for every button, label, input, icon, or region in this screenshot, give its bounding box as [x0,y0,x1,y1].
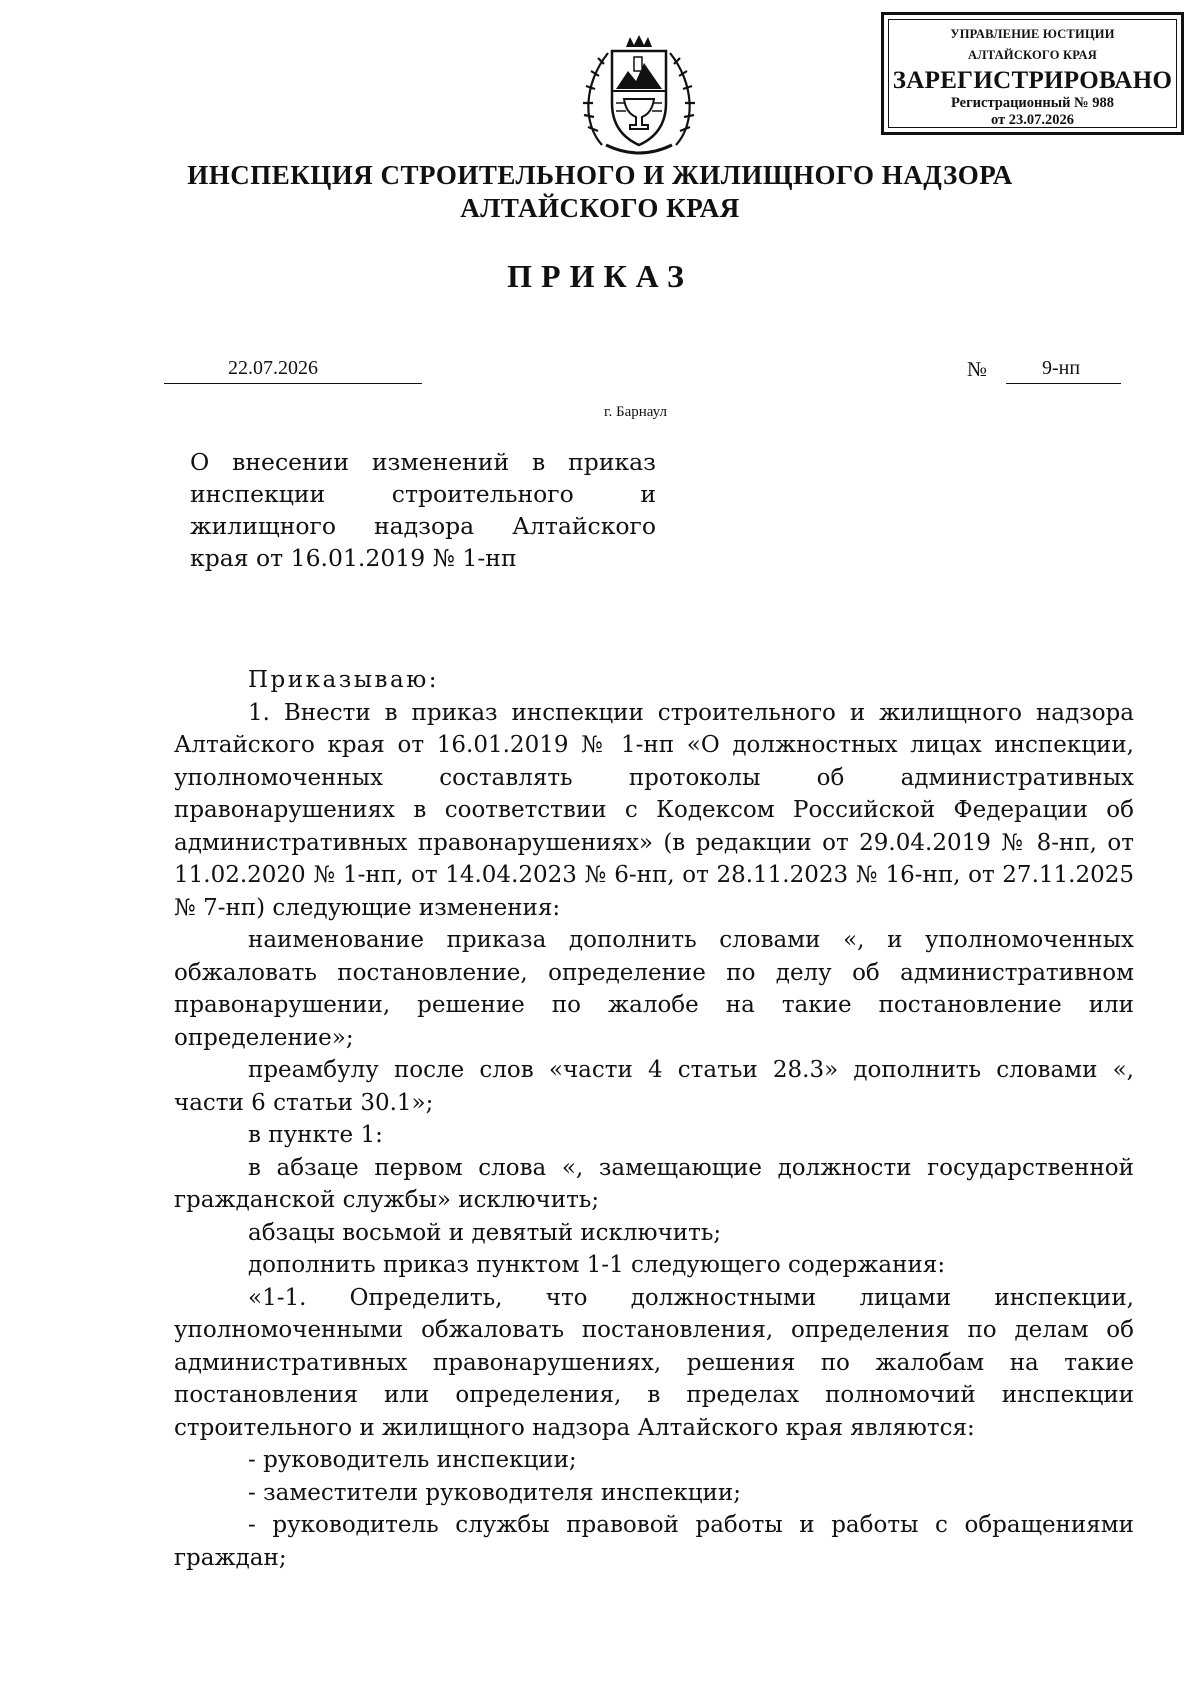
altai-krai-coat-of-arms-icon [578,33,700,161]
body-paragraph: абзацы восьмой и девятый исключить; [248,1219,722,1246]
body-paragraph: «1-1. Определить, что должностными лицами инспекции, уполномоченными обжаловать постановления, определения по делам об административных правонарушениях, решения по жалобам на такие постановления или определения, в пределах полномочий инспекции строительного и жилищного надзора Алтайского края являются: [174,1284,1134,1441]
registration-stamp-frame [888,19,1177,128]
agency-name-line1: ИНСПЕКЦИЯ СТРОИТЕЛЬНОГО И ЖИЛИЩНОГО НАДЗОРА [187,160,1013,190]
body-paragraph: - заместители руководителя инспекции; [248,1479,741,1506]
stamp-org-line1: УПРАВЛЕНИЕ ЮСТИЦИИ [950,27,1115,41]
order-date: 22.07.2026 [228,357,318,379]
document-type-title: ПРИКАЗ [507,258,693,294]
body-paragraph: наименование приказа дополнить словами «, и уполномоченных обжаловать постановление, определение по делу об административном правонарушении, решение по жалобе на такие постановление или определение»; [174,927,1134,1051]
stamp-org-line2: АЛТАЙСКОГО КРАЯ [968,48,1097,62]
city-of-issue: г. Барнаул [604,404,667,420]
body-paragraph: - руководитель инспекции; [248,1447,577,1473]
command-heading: Приказываю: [248,667,439,693]
stamp-status: ЗАРЕГИСТРИРОВАНО [892,67,1173,94]
body-paragraph: - руководитель службы правовой работы и работы с обращениями граждан; [174,1512,1134,1571]
body-paragraph: в абзаце первом слова «, замещающие должности государственной гражданской службы» исключить; [174,1154,1134,1213]
body-paragraph: 1. Внести в приказ инспекции строительного и жилищного надзора Алтайского края от 16.01.2019 № 1-нп «О должностных лицах инспекции, уполномоченных составлять протоколы об административных правонарушениях в соответствии с Кодексом Российской Федерации об административных правонарушениях» (в редакции от 29.04.2019 № 8-нп, от 11.02.2020 № 1-нп, от 14.04.2023 № 6-нп, от 28.11.2023 № 16-нп, от 27.11.2025 № 7-нп) следующие изменения: [174,699,1134,921]
order-date-field [164,357,422,384]
order-number-label: № [967,357,988,381]
registration-stamp [881,12,1184,135]
order-number: 9-нп [1042,357,1081,379]
order-subject: О внесении изменений в приказ инспекции строительного и жилищного надзора Алтайского края от 16.01.2019 № 1-нп [190,448,656,572]
order-number-field [1006,357,1121,384]
body-paragraph: дополнить приказ пунктом 1-1 следующего содержания: [248,1252,946,1278]
body-paragraph: в пункте 1: [248,1122,383,1148]
stamp-reg-date: от 23.07.2026 [990,112,1075,128]
agency-name-line2: АЛТАЙСКОГО КРАЯ [460,193,740,223]
order-body [174,664,1134,1574]
body-paragraph: преамбулу после слов «части 4 статьи 28.3» дополнить словами «, части 6 статьи 30.1»; [174,1057,1134,1116]
stamp-reg-number: Регистрационный № 988 [950,95,1114,111]
